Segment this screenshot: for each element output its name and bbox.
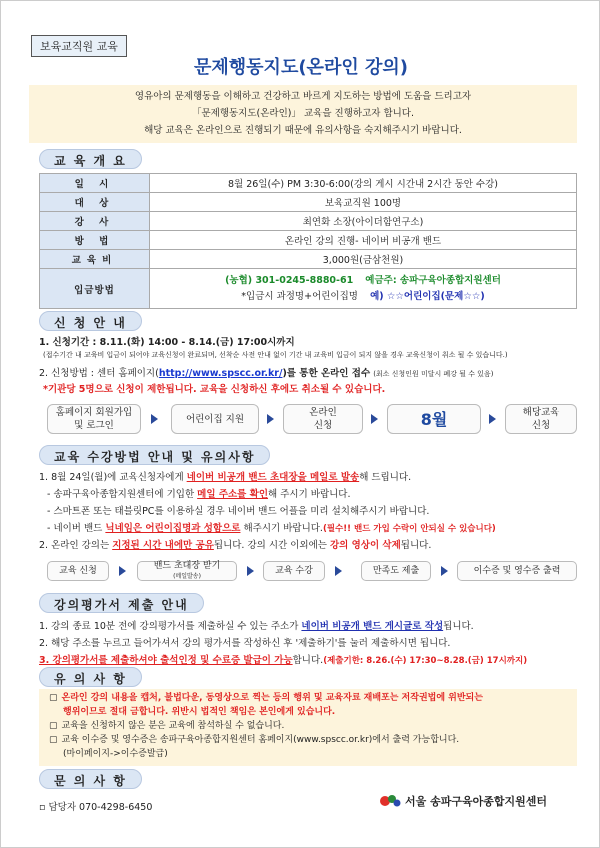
text-highlight: (제출기한: 8.26.(수) 17:30~8.28.(금) 17시까지) — [323, 656, 528, 666]
overview-table — [39, 173, 577, 309]
flow-step-label: 교육 수강 — [275, 566, 313, 576]
flow-step-label: 8월 — [420, 409, 448, 429]
row-label: 대 상 — [40, 193, 150, 212]
caution-item-cont: 행위이므로 절대 금합니다. 위반시 법적인 책임은 본인에게 있습니다. — [63, 707, 336, 717]
category-tag: 보육교직원 교육 — [31, 35, 127, 57]
apply-period: 1. 신청기간 : 8.11.(화) 14:00 - 8.14.(금) 17:00시까지 — [39, 337, 295, 348]
evaluation-item3 — [39, 652, 527, 666]
caution-item-cont: (마이페이지->이수증발급) — [63, 749, 168, 759]
org-name: 서울 송파구육아종합지원센터 — [405, 795, 547, 808]
org-logo-icon — [379, 793, 401, 809]
method-sub1 — [47, 486, 351, 500]
evaluation-item1 — [39, 618, 474, 632]
payment-account: (농협) 301-0245-8880-61 — [225, 274, 354, 286]
square-bullet-icon: ▫ — [39, 802, 46, 813]
flow-step-label: 해당교육 — [522, 407, 560, 418]
caution-item — [49, 719, 567, 733]
text: 해 주시기 바랍니다. — [268, 489, 351, 500]
text-highlight: 강의 영상이 삭제 — [329, 540, 401, 551]
payment-value — [150, 269, 577, 309]
row-value: 8월 26일(수) PM 3:30-6:00(강의 게시 시간내 2시간 동안 수강) — [150, 174, 577, 193]
table-row — [40, 212, 577, 231]
arrow-right-icon — [489, 414, 496, 424]
apply-method-note: (최소 신청인원 미달시 폐강 될 수 있음) — [373, 370, 494, 378]
section-method: 교육 수강방법 안내 및 유의사항 — [39, 445, 270, 465]
flow-step-label: 이수증 및 영수증 출력 — [473, 566, 561, 576]
table-row — [40, 269, 577, 309]
row-label: 입금방법 — [40, 269, 150, 309]
section-apply: 신 청 안 내 — [39, 311, 142, 331]
flow-step-label: 만족도 제출 — [372, 566, 420, 576]
row-value: 보육교직원 100명 — [150, 193, 577, 212]
flow-step-label: 밴드 초대장 받기 — [153, 560, 221, 571]
section-overview: 교 육 개 요 — [39, 149, 142, 169]
text: - 송파구육아종합지원센터에 기입한 — [47, 489, 198, 500]
table-row — [40, 193, 577, 212]
method-item2 — [39, 537, 431, 551]
flow-step-label: 온라인 — [309, 407, 337, 418]
arrow-right-icon — [247, 566, 254, 576]
text-highlight: 지정된 시간 내에만 공유 — [112, 540, 214, 551]
text: 해 드립니다. — [359, 472, 412, 483]
text-highlight: 네이버 비공개 밴드 게시글로 작성 — [301, 621, 444, 632]
table-row — [40, 250, 577, 269]
arrow-right-icon — [267, 414, 274, 424]
method-sub3 — [47, 520, 496, 534]
text-highlight: 네이버 비공개 밴드 초대장을 메일로 발송 — [186, 472, 360, 483]
text-highlight: 닉네임은 어린이집명과 성함으로 — [105, 523, 241, 534]
text-highlight: 3. 강의평가서를 제출하셔야 출석인정 및 수료증 발급이 가능 — [39, 655, 293, 666]
text: 됩니다. 강의 시간 이외에는 — [213, 540, 330, 551]
flow-step-month — [387, 404, 481, 434]
flow2-step-attend — [263, 561, 325, 581]
section-evaluation: 강의평가서 제출 안내 — [39, 593, 204, 613]
text: 담당자 070-4298-6450 — [48, 802, 153, 813]
contact-phone — [39, 799, 152, 813]
checkbox-icon: ▢ — [49, 735, 58, 745]
flow-step-label: 신청 — [531, 420, 551, 431]
flow-step-online — [283, 404, 363, 434]
arrow-right-icon — [441, 566, 448, 576]
arrow-right-icon — [335, 566, 342, 576]
caution-box — [39, 689, 577, 766]
arrow-right-icon — [151, 414, 158, 424]
text: 온라인 강의 내용을 캡처, 불법다운, 동영상으로 찍는 등의 행위 및 교육자료 재배포는 저작권법에 위반되는 — [61, 693, 483, 703]
checkbox-icon: ▢ — [49, 693, 58, 703]
intro-line: 해당 교육은 온라인으로 진행되기 때문에 유의사항을 숙지해주시기 바랍니다. — [144, 125, 462, 136]
org-logo — [379, 793, 547, 809]
homepage-link[interactable]: http://www.spscc.or.kr/ — [158, 368, 283, 379]
text: 1. 8월 24일(월)에 교육신청자에게 — [39, 472, 187, 483]
flow-step-label: 홈페이지 회원가입 — [55, 407, 133, 418]
arrow-right-icon — [371, 414, 378, 424]
flow-step-course — [505, 404, 577, 434]
apply-period-note: (접수기간 내 교육비 입금이 되어야 교육신청이 완료되며, 선착순 사전 안내 없이 기간 내 교육비 입금이 되지 않을 경우 교육신청이 취소 될 수 있습니다.) — [43, 351, 508, 359]
row-value: 3,000원(금삼천원) — [150, 250, 577, 269]
page-title: 문제행동지도(온라인 강의) — [194, 57, 408, 78]
text: - 네이버 밴드 — [47, 523, 106, 534]
apply-limit: *기관당 5명으로 신청이 제한됩니다. 교육을 신청하신 후에도 취소될 수 있습니다. — [43, 384, 386, 395]
flow-step-signup — [47, 404, 141, 434]
flow-step-label: 및 로그인 — [74, 420, 114, 431]
flow2-step-certificate — [457, 561, 577, 581]
evaluation-item2: 2. 해당 주소를 누르고 들어가셔서 강의 평가서를 작성하신 후 '제출하기'를 눌러 제출하시면 됩니다. — [39, 638, 451, 649]
apply-method-mid: )를 통한 온라인 접수 — [282, 368, 371, 379]
apply-method — [39, 365, 493, 379]
flow2-step-apply — [47, 561, 109, 581]
text: 해주시기 바랍니다. — [240, 523, 323, 534]
text: 1. 강의 종료 10분 전에 강의평가서를 제출하실 수 있는 주소가 — [39, 621, 302, 632]
caution-item — [49, 733, 567, 747]
method-item1 — [39, 469, 411, 483]
table-row — [40, 174, 577, 193]
checkbox-icon: ▢ — [49, 721, 58, 731]
section-caution: 유 의 사 항 — [39, 667, 142, 687]
flow-step-label: 어린이집 지원 — [185, 413, 245, 425]
payment-holder: 예금주: 송파구육아종합지원센터 — [365, 274, 501, 286]
flow-step-label: 교육 신청 — [59, 566, 97, 576]
intro-box — [29, 85, 577, 143]
flow-step-label: (메일발송) — [173, 572, 201, 580]
row-label: 강 사 — [40, 212, 150, 231]
caution-item — [49, 691, 567, 705]
flow2-step-invite — [137, 561, 237, 581]
text-highlight: 메일 주소를 확인 — [197, 489, 269, 500]
text-highlight: (필수!! 밴드 가입 수락이 안되실 수 있습니다) — [322, 524, 496, 534]
section-contact: 문 의 사 항 — [39, 769, 142, 789]
flow-step-label: 신청 — [313, 420, 333, 431]
intro-line: 영유아의 문제행동을 이해하고 건강하고 바르게 지도하는 방법에 도움을 드리고자 — [134, 91, 472, 102]
arrow-right-icon — [119, 566, 126, 576]
text: 교육을 신청하지 않은 분은 교육에 참석하실 수 없습니다. — [61, 721, 285, 731]
row-value: 최연화 소장(아이더함연구소) — [150, 212, 577, 231]
text: 됩니다. — [400, 540, 432, 551]
payment-note: *입금시 과정명+어린이집명 — [241, 290, 358, 302]
flow2-step-survey — [361, 561, 431, 581]
text: 합니다. — [292, 655, 324, 666]
text: 2. 온라인 강의는 — [39, 540, 113, 551]
row-label: 일 시 — [40, 174, 150, 193]
table-row — [40, 231, 577, 250]
flow-step-daycare — [171, 404, 259, 434]
intro-line: 「문제행동지도(온라인)」 교육을 진행하고자 합니다. — [191, 108, 415, 119]
payment-example: 예) ☆☆어린이집(문제☆☆) — [370, 290, 485, 302]
row-label: 방 법 — [40, 231, 150, 250]
row-value: 온라인 강의 진행- 네이버 비공개 밴드 — [150, 231, 577, 250]
text: 교육 이수증 및 영수증은 송파구육아종합지원센터 홈페이지(www.spscc.or.kr)에서 출력 가능합니다. — [61, 735, 460, 745]
text: 됩니다. — [443, 621, 474, 632]
row-label: 교육비 — [40, 250, 150, 269]
apply-method-prefix: 2. 신청방법 : 센터 홈페이지( — [39, 368, 159, 379]
method-sub2: - 스마트폰 또는 태블릿PC를 이용하실 경우 네이버 밴드 어플을 미리 설치해주시기 바랍니다. — [47, 506, 430, 517]
